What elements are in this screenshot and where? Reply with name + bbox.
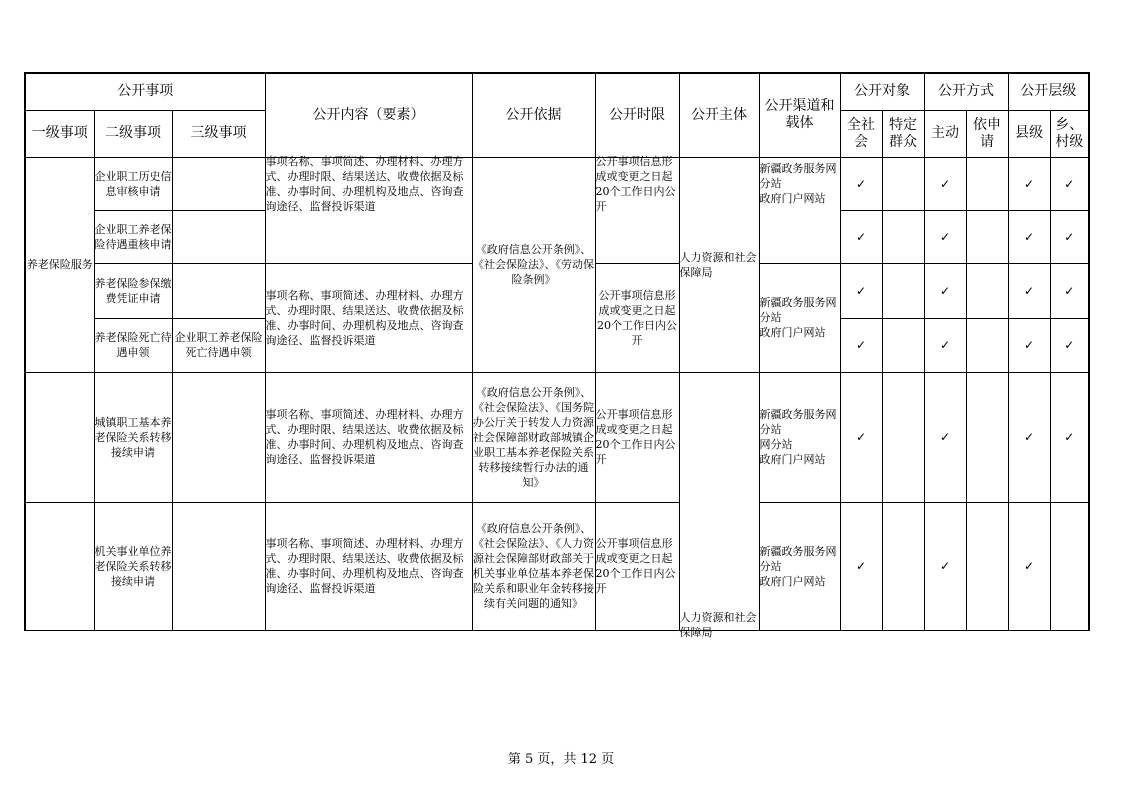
empty-cell: [966, 502, 1008, 630]
header-township: [1050, 110, 1089, 157]
level2-item: 企业职工养老保险待遇重核申请: [94, 210, 172, 263]
header-on-request-l2: 请: [980, 133, 995, 150]
empty-cell: [966, 263, 1008, 318]
level3-item: [172, 502, 265, 630]
level2-item: 养老保险死亡待遇申领: [94, 318, 172, 372]
check-mark: ✓: [924, 372, 966, 502]
empty-cell: [966, 318, 1008, 372]
header-channel-line1: 公开渠道和: [764, 98, 835, 115]
check-mark: ✓: [1050, 210, 1089, 263]
level2-item: 城镇职工基本养老保险关系转移接续申请: [94, 372, 172, 502]
subject-item: 人力资源和社会保障局: [679, 157, 759, 372]
time-limit-item: 公开事项信息形成或变更之日起20个工作日内公开: [595, 263, 679, 372]
table-row: [25, 372, 1089, 502]
check-mark: ✓: [924, 318, 966, 372]
disclosure-table-sheet: [24, 72, 1088, 639]
channel-item: 新疆政务服务网分站 网分站 政府门户网站: [759, 372, 840, 502]
basis-item: 《政府信息公开条例》、《社会保险法》、《国务院办公厅关于转发人力资源社会保障部财政部城镇企业职工基本养老保险关系转移接续暂行办法的通知》: [472, 372, 595, 502]
check-mark: ✓: [840, 318, 882, 372]
header-specific-l1: 特定: [889, 116, 918, 133]
empty-cell: [882, 157, 924, 210]
check-mark: ✓: [1050, 372, 1089, 502]
header-subject: 公开主体: [679, 73, 759, 157]
level1-item: 养老保险服务: [25, 157, 94, 372]
channel-item: 新疆政务服务网分站 政府门户网站: [759, 157, 840, 263]
basis-item: 《政府信息公开条例》、《社会保险法》、《人力资源社会保障部财政部关于机关事业单位基本养老保险关系和职业年金转移接续有关问题的通知》: [472, 502, 595, 630]
subject-item: [679, 372, 759, 639]
header-specific-l2: 群众: [889, 133, 918, 150]
header-channel-line2: 载体: [785, 115, 814, 132]
check-mark: ✓: [1008, 372, 1050, 502]
subject-text: 人力资源和社会保障局: [679, 610, 757, 639]
empty-cell: [966, 210, 1008, 263]
header-basis: 公开依据: [472, 73, 595, 157]
header-level: 公开层级: [1008, 73, 1089, 110]
check-mark: ✓: [840, 157, 882, 210]
content-item: 事项名称、事项简述、办理材料、办理方式、办理时限、结果送达、收费依据及标准、办事时间、办理机构及地点、咨询查询途径、监督投诉渠道: [265, 502, 472, 630]
time-limit-item: 公开事项信息形成或变更之日起20个工作日内公开: [595, 502, 679, 630]
header-method: 公开方式: [924, 73, 1008, 110]
header-level2: 二级事项: [94, 110, 172, 157]
empty-cell: [882, 263, 924, 318]
header-public-items: 公开事项: [25, 73, 265, 110]
header-active: 主动: [924, 110, 966, 157]
check-mark: ✓: [1008, 318, 1050, 372]
check-mark: ✓: [1050, 318, 1089, 372]
time-limit-item: [595, 154, 679, 263]
header-township-l1: 乡、: [1055, 116, 1084, 133]
header-township-l2: 村级: [1055, 133, 1084, 150]
empty-cell: [966, 372, 1008, 502]
level3-item: [172, 372, 265, 502]
check-mark: ✓: [840, 502, 882, 630]
header-target: 公开对象: [840, 73, 924, 110]
page-footer: 第 5 页，共 12 页: [507, 752, 615, 767]
content-item: 事项名称、事项简述、办理材料、办理方式、办理时限、结果送达、收费依据及标准、办事时间、办理机构及地点、咨询查询途径、监督投诉渠道: [265, 263, 472, 372]
header-time-limit: 公开时限: [595, 73, 679, 157]
check-mark: ✓: [924, 502, 966, 630]
level2-item: 机关事业单位养老保险关系转移接续申请: [94, 502, 172, 630]
table-row: [25, 157, 1089, 210]
time-limit-text: 公开事项信息形成或变更之日起20个工作日内公开: [595, 154, 676, 213]
header-county: 县级: [1008, 110, 1050, 157]
header-all-society-l2: 会: [854, 133, 869, 150]
check-mark: ✓: [924, 263, 966, 318]
level3-item: 企业职工养老保险死亡待遇申领: [172, 318, 265, 372]
channel-item: 新疆政务服务网分站 政府门户网站: [759, 263, 840, 372]
content-item: [265, 154, 472, 263]
header-on-request: [966, 110, 1008, 157]
header-channel: [759, 73, 840, 157]
header-content: 公开内容（要素）: [265, 73, 472, 157]
level2-item: 企业职工历史信息审核申请: [94, 157, 172, 210]
level2-item: 养老保险参保缴费凭证申请: [94, 263, 172, 318]
content-text: 事项名称、事项简述、办理材料、办理方式、办理时限、结果送达、收费依据及标准、办事时间、办理机构及地点、咨询查询途径、监督投诉渠道: [265, 154, 464, 213]
check-mark: ✓: [1008, 157, 1050, 210]
check-mark: ✓: [840, 372, 882, 502]
empty-cell: [882, 502, 924, 630]
check-mark: ✓: [1008, 210, 1050, 263]
empty-cell: [1050, 502, 1089, 630]
level1-item: [25, 502, 94, 630]
header-level1: 一级事项: [25, 110, 94, 157]
level1-item: [25, 372, 94, 502]
table-row: [25, 502, 1089, 630]
check-mark: ✓: [1008, 263, 1050, 318]
basis-item: 《政府信息公开条例》、《社会保险法》、《劳动保险条例》: [472, 157, 595, 372]
check-mark: ✓: [1050, 157, 1089, 210]
check-mark: ✓: [924, 157, 966, 210]
level3-item: [172, 263, 265, 318]
check-mark: ✓: [840, 263, 882, 318]
content-item: 事项名称、事项简述、办理材料、办理方式、办理时限、结果送达、收费依据及标准、办事时间、办理机构及地点、咨询查询途径、监督投诉渠道: [265, 372, 472, 502]
disclosure-table: [24, 72, 1090, 639]
check-mark: ✓: [1050, 263, 1089, 318]
header-on-request-l1: 依申: [973, 116, 1002, 133]
empty-cell: [882, 372, 924, 502]
channel-item: 新疆政务服务网分站 政府门户网站: [759, 502, 840, 630]
empty-cell: [882, 210, 924, 263]
check-mark: ✓: [840, 210, 882, 263]
empty-cell: [882, 318, 924, 372]
check-mark: ✓: [924, 210, 966, 263]
header-specific-group: [882, 110, 924, 157]
header-level3: 三级事项: [172, 110, 265, 157]
check-mark: ✓: [1008, 502, 1050, 630]
header-all-society: [840, 110, 882, 157]
level3-item: [172, 210, 265, 263]
header-all-society-l1: 全社: [847, 116, 876, 133]
level3-item: [172, 157, 265, 210]
time-limit-item: 公开事项信息形成或变更之日起20个工作日内公开: [595, 372, 679, 502]
empty-cell: [966, 157, 1008, 210]
